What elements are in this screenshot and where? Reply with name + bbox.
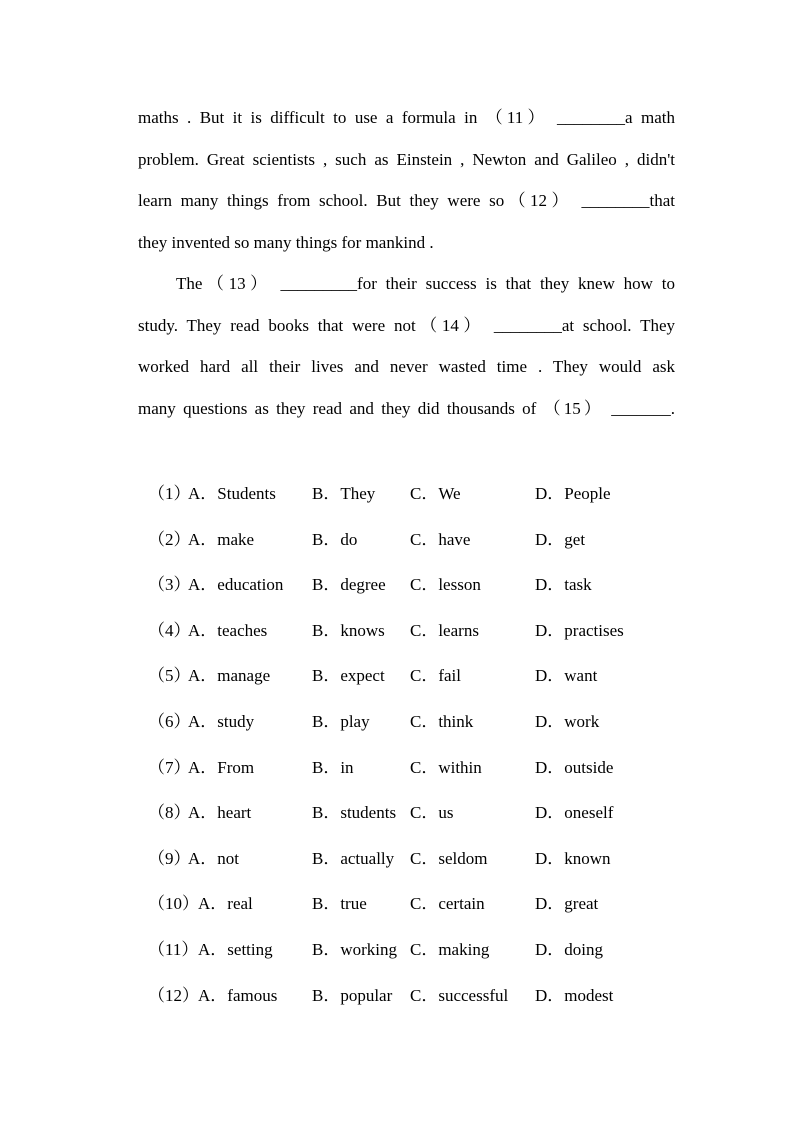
option-a: A．Students [188,484,276,503]
option-c: C．have [410,529,471,549]
question-row [148,927,668,973]
option-d: D．task [535,575,592,595]
option-b: B．popular [312,985,393,1005]
question-number: （6） [148,711,191,731]
option-c: C．making [410,939,490,959]
passage-line: maths . But it is difficult to use a formula in （11） ________a math [138,108,675,127]
option-a: A．not [188,848,239,868]
option-c: C．fail [410,666,461,686]
question-row [148,790,668,836]
option-c: C．within [410,757,482,777]
option-c: C．lesson [410,575,481,595]
option-b: B．degree [312,575,386,595]
question-number: （2） [148,529,191,549]
option-b: B．students [312,803,397,823]
question-row [148,836,668,882]
option-c: C．successful [410,985,509,1005]
option-a: A．real [198,894,253,914]
option-b: B．in [312,757,354,777]
option-b: B．knows [312,620,385,640]
question-row [148,517,668,563]
option-b: B．They [312,484,376,503]
option-c: C．certain [410,894,485,914]
question-row [148,699,668,745]
option-a: A．famous [198,985,278,1005]
question-number: （4） [148,620,191,640]
option-c: C．learns [410,620,479,640]
question-row [148,881,668,927]
option-a: A．teaches [188,620,268,640]
option-c: C．think [410,711,474,731]
option-a: A．study [188,711,255,731]
passage-line: The（13） _________for their success is that they knew how to [176,274,675,293]
question-number: （10） [148,894,199,914]
passage-line: problem. Great scientists , such as Einstein , Newton and Galileo , didn't [138,149,675,169]
option-b: B．actually [312,848,395,868]
question-number: （1） [148,484,191,503]
question-row [148,562,668,608]
option-c: C．us [410,803,454,823]
option-d: D．work [535,711,600,731]
passage-line: study. They read books that were not（14） ________at school. They [138,315,675,335]
option-d: D．great [535,894,599,914]
option-a: A．heart [188,803,252,823]
option-d: D．People [535,484,611,503]
question-number: （5） [148,666,191,686]
option-d: D．oneself [535,803,614,823]
question-number: （3） [148,575,191,595]
option-c: C．seldom [410,848,488,868]
option-b: B．play [312,711,370,731]
question-row [148,608,668,654]
reading-passage [138,97,675,429]
passage-line: worked hard all their lives and never wasted time . They would ask [138,357,675,376]
passage-line: many questions as they read and they did thousands of （15） _______. [138,398,675,418]
option-d: D．practises [535,620,624,640]
option-a: A．setting [198,939,273,959]
passage-line: learn many things from school. But they were so（12） ________that [138,191,675,210]
option-a: A．make [188,529,255,549]
option-a: A．From [188,757,255,777]
option-b: B．expect [312,666,385,686]
question-row [148,471,668,517]
passage-line: they invented so many things for mankind . [138,232,434,252]
option-d: D．want [535,666,598,686]
option-d: D．modest [535,985,614,1005]
option-b: B．do [312,529,358,549]
option-d: D．outside [535,757,614,777]
question-options-list [148,471,668,1018]
option-d: D．get [535,529,586,549]
question-number: （9） [148,848,191,868]
question-row [148,973,668,1019]
option-b: B．working [312,939,397,959]
question-number: （12） [148,985,199,1005]
option-b: B．true [312,894,367,914]
option-d: D．doing [535,939,603,959]
option-c: C．We [410,484,461,503]
option-a: A．education [188,575,284,595]
question-number: （7） [148,757,191,777]
option-a: A．manage [188,666,271,686]
option-d: D．known [535,848,611,868]
question-row [148,745,668,791]
question-number: （11） [148,939,199,959]
question-number: （8） [148,803,191,823]
question-row [148,653,668,699]
